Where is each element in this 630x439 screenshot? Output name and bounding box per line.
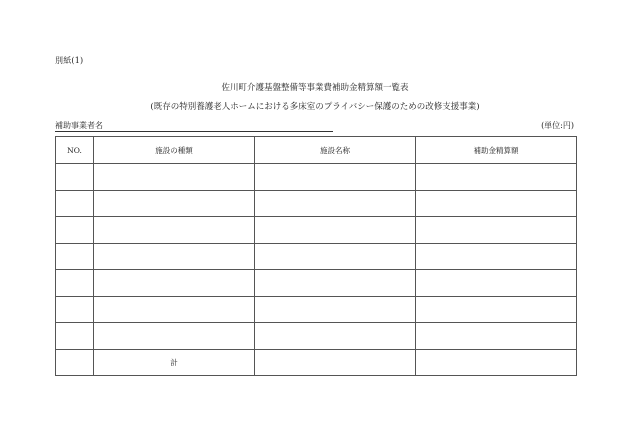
table-row: [56, 296, 577, 323]
cell-no: [56, 164, 94, 191]
operator-name-label: 補助事業者名: [55, 121, 103, 130]
table-row: [56, 323, 577, 350]
total-row: [56, 349, 577, 376]
cell-facility-type: [94, 243, 255, 270]
header-facility-type: 施設の種類: [94, 137, 255, 164]
attachment-label: 別紙(1): [55, 56, 84, 65]
table-row: [56, 270, 577, 297]
cell-subsidy-amount: [416, 270, 577, 297]
cell-facility-type: [94, 323, 255, 350]
cell-no: [56, 190, 94, 217]
cell-facility-name: [255, 349, 416, 376]
cell-subsidy-amount: [416, 296, 577, 323]
cell-facility-type: [94, 164, 255, 191]
cell-facility-type: [94, 270, 255, 297]
document-subtitle: (既存の特別養護老人ホームにおける多床室のプライバシー保護のための改修支援事業): [150, 102, 480, 112]
cell-facility-name: [255, 243, 416, 270]
settlement-table: [55, 136, 577, 376]
cell-facility-name: [255, 270, 416, 297]
cell-facility-type: [94, 296, 255, 323]
document-title: 佐川町介護基盤整備等事業費補助金精算額一覧表: [221, 83, 409, 93]
unit-label: (単位:円): [541, 121, 574, 130]
table-row: [56, 190, 577, 217]
cell-facility-type: 計: [94, 349, 255, 376]
table-header-row: [56, 137, 577, 164]
header-no: NO.: [56, 137, 94, 164]
header-facility-name: 施設名称: [255, 137, 416, 164]
cell-subsidy-amount: [416, 217, 577, 244]
table-body: [56, 164, 577, 376]
cell-no: [56, 217, 94, 244]
cell-facility-name: [255, 217, 416, 244]
operator-name-field: [55, 120, 333, 132]
cell-facility-name: [255, 323, 416, 350]
cell-facility-name: [255, 190, 416, 217]
table-row: [56, 164, 577, 191]
cell-no: [56, 270, 94, 297]
cell-facility-name: [255, 164, 416, 191]
cell-subsidy-amount: [416, 243, 577, 270]
header-subsidy-amount: 補助金精算額: [416, 137, 577, 164]
cell-no: [56, 243, 94, 270]
cell-facility-type: [94, 190, 255, 217]
cell-subsidy-amount: [416, 323, 577, 350]
cell-facility-type: [94, 217, 255, 244]
table-row: [56, 243, 577, 270]
cell-subsidy-amount: [416, 349, 577, 376]
cell-no: [56, 349, 94, 376]
cell-subsidy-amount: [416, 164, 577, 191]
cell-no: [56, 296, 94, 323]
table-row: [56, 217, 577, 244]
cell-facility-name: [255, 296, 416, 323]
cell-no: [56, 323, 94, 350]
cell-subsidy-amount: [416, 190, 577, 217]
